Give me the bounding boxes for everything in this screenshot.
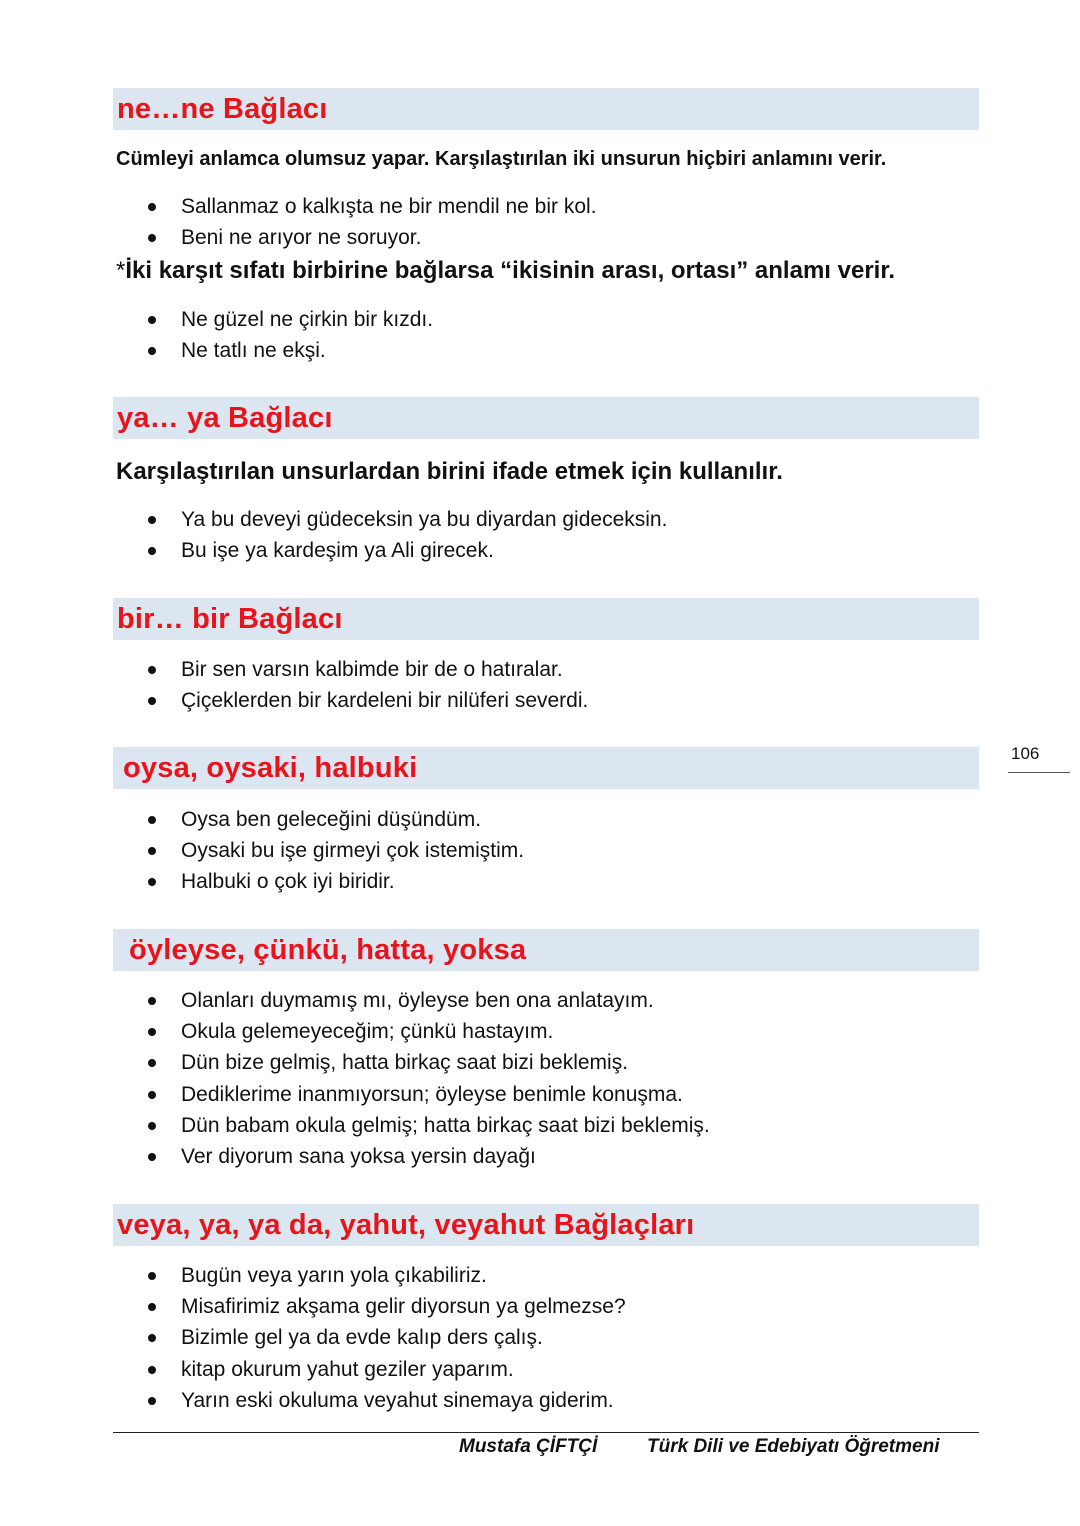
note-text: İki karşıt sıfatı birbirine bağlarsa “ikisinin arası, ortası” anlamı verir. — [125, 257, 896, 284]
list-item: Bu işe ya kardeşim ya Ali girecek. — [140, 535, 667, 566]
list-item: Dün babam okula gelmiş; hatta birkaç saat bizi beklemiş. — [140, 1110, 710, 1141]
list-item: Halbuki o çok iyi biridir. — [140, 866, 524, 897]
example-list — [140, 804, 524, 898]
list-item: Oysa ben geleceğini düşündüm. — [140, 804, 524, 835]
section-heading-text: öyleyse, çünkü, hatta, yoksa — [129, 933, 527, 966]
example-list — [140, 304, 433, 366]
example-list — [140, 654, 588, 716]
list-item: kitap okurum yahut geziler yaparım. — [140, 1354, 626, 1385]
list-item: Ver diyorum sana yoksa yersin dayağı — [140, 1141, 710, 1172]
list-item: Bir sen varsın kalbimde bir de o hatıralar. — [140, 654, 588, 685]
list-item: Bugün veya yarın yola çıkabiliriz. — [140, 1260, 626, 1291]
footer-author: Mustafa ÇİFTÇİ — [459, 1436, 598, 1457]
section-description: Cümleyi anlamca olumsuz yapar. Karşılaştırılan iki unsurun hiçbiri anlamını verir. — [116, 148, 887, 170]
section-heading-bir-bir — [113, 598, 979, 640]
section-heading-ne-ne — [113, 88, 979, 130]
example-list — [140, 1260, 626, 1416]
section-heading-text: ne…ne Bağlacı — [117, 92, 328, 125]
list-item: Dediklerime inanmıyorsun; öyleyse benimle konuşma. — [140, 1079, 710, 1110]
footer-role: Türk Dili ve Edebiyatı Öğretmeni — [647, 1436, 940, 1457]
note-line — [116, 257, 895, 285]
list-item: Beni ne arıyor ne soruyor. — [140, 222, 597, 253]
section-heading-ya-ya — [113, 397, 979, 439]
section-heading-oysa — [113, 747, 979, 789]
list-item: Yarın eski okuluma veyahut sinemaya giderim. — [140, 1385, 626, 1416]
list-item: Bizimle gel ya da evde kalıp ders çalış. — [140, 1322, 626, 1353]
page-number: 106 — [1008, 744, 1070, 773]
note-asterisk: * — [116, 257, 126, 284]
list-item: Ne güzel ne çirkin bir kızdı. — [140, 304, 433, 335]
section-heading-text: veya, ya, ya da, yahut, veyahut Bağlaçları — [117, 1208, 695, 1241]
list-item: Ne tatlı ne ekşi. — [140, 335, 433, 366]
section-heading-text: bir… bir Bağlacı — [117, 602, 343, 635]
list-item: Okula gelemeyeceğim; çünkü hastayım. — [140, 1016, 710, 1047]
section-heading-text: ya… ya Bağlacı — [117, 401, 333, 434]
list-item: Sallanmaz o kalkışta ne bir mendil ne bir kol. — [140, 191, 597, 222]
section-heading-text: oysa, oysaki, halbuki — [123, 751, 418, 784]
list-item: Dün bize gelmiş, hatta birkaç saat bizi beklemiş. — [140, 1047, 710, 1078]
example-list — [140, 504, 667, 566]
footer-divider — [113, 1432, 979, 1433]
example-list — [140, 191, 597, 253]
list-item: Olanları duymamış mı, öyleyse ben ona anlatayım. — [140, 985, 710, 1016]
section-heading-veya — [113, 1204, 979, 1246]
section-description: Karşılaştırılan unsurlardan birini ifade etmek için kullanılır. — [116, 458, 783, 485]
example-list — [140, 985, 710, 1172]
list-item: Oysaki bu işe girmeyi çok istemiştim. — [140, 835, 524, 866]
list-item: Misafirimiz akşama gelir diyorsun ya gelmezse? — [140, 1291, 626, 1322]
list-item: Çiçeklerden bir kardeleni bir nilüferi severdi. — [140, 685, 588, 716]
section-heading-oyleyse — [113, 929, 979, 971]
list-item: Ya bu deveyi güdeceksin ya bu diyardan gideceksin. — [140, 504, 667, 535]
